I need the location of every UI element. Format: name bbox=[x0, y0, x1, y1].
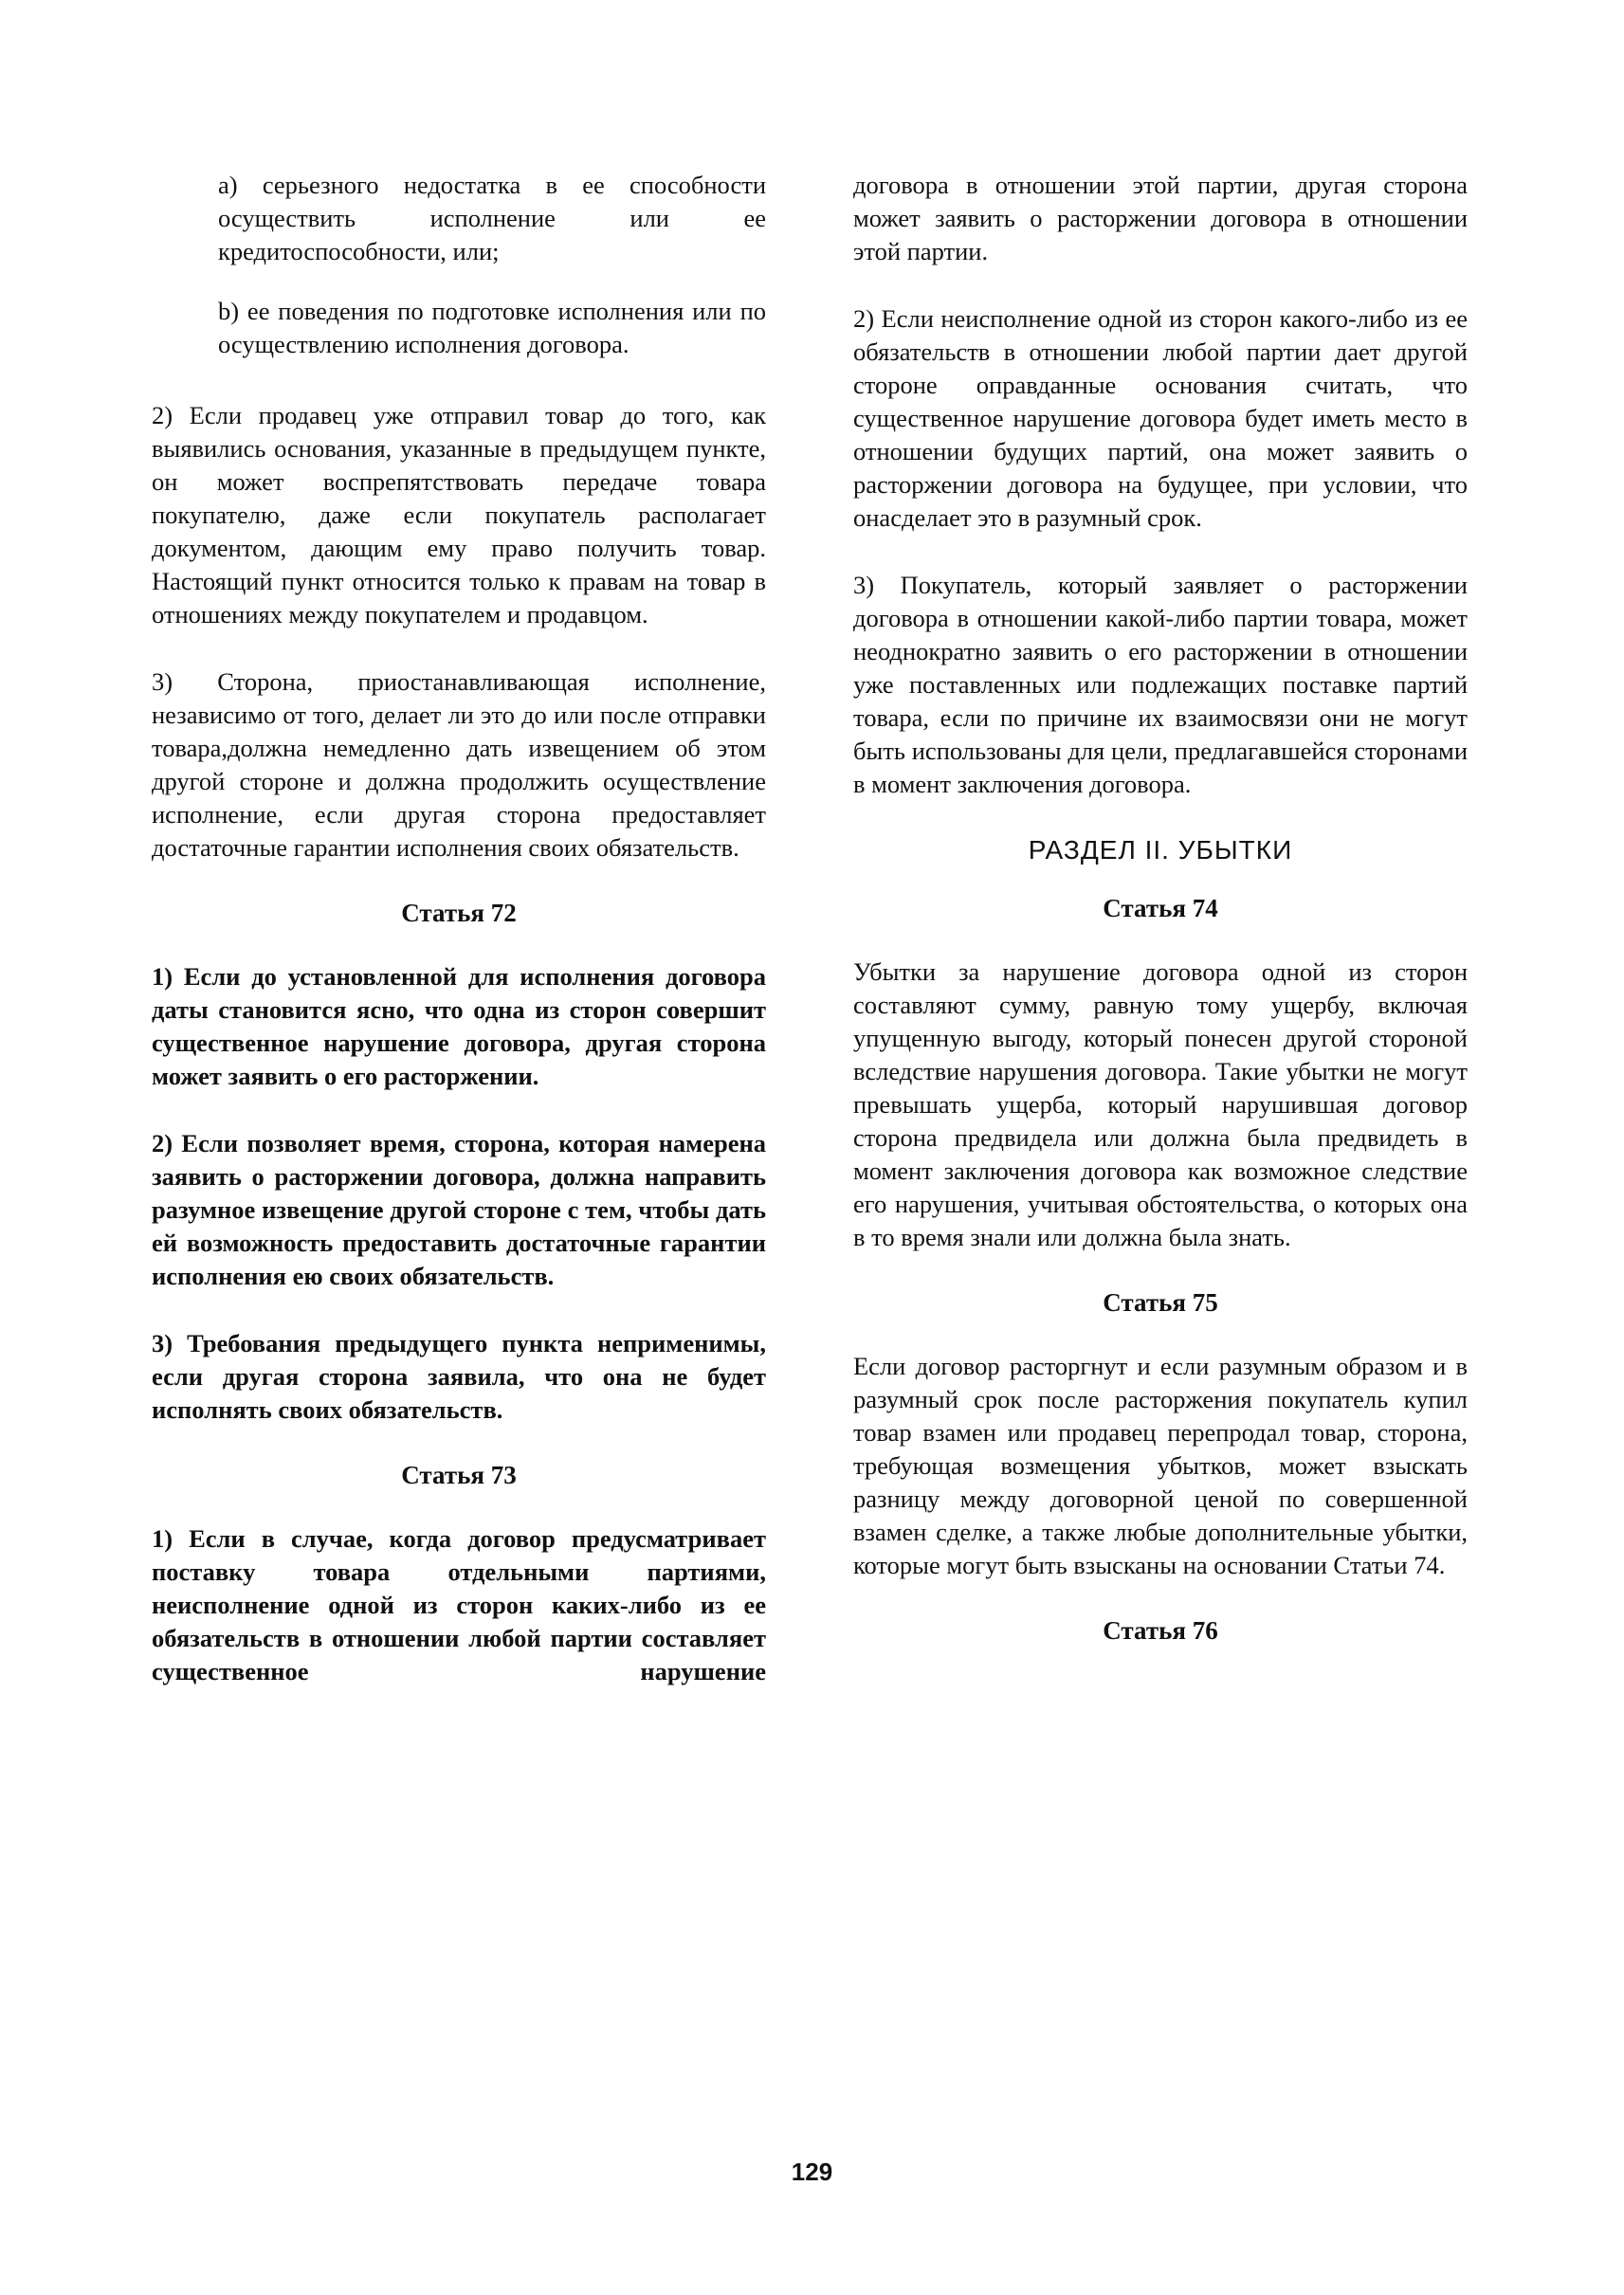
article-74-heading: Статья 74 bbox=[1103, 894, 1218, 922]
page-number: 129 bbox=[791, 2158, 833, 2186]
right-column bbox=[853, 169, 1468, 1678]
article-72-paragraph-3: 3) Требования предыдущего пункта неприменимы, если другая сторона заявила, что она не будет исполнять своих обязательств. bbox=[152, 1329, 766, 1424]
paragraph-continuation-right: договора в отношении этой партии, другая сторона может заявить о расторжении договора в отношении этой партии. bbox=[853, 171, 1468, 265]
paragraph-3-left: 3) Сторона, приостанавливающая исполнение, независимо от того, делает ли это до или после отправки товара,должна немедленно дать извещением об этом другой стороне и должна продолжить осуществление исполнение, если другая сторона предоставляет достаточные гарантии исполнения своих обязательств. bbox=[152, 667, 766, 862]
article-72-paragraph-2: 2) Если позволяет время, сторона, которая намерена заявить о расторжении договора, должна направить разумное извещение другой стороне с тем, чтобы дать ей возможность предоставить достаточные гарантии исполнения ею своих обязательств. bbox=[152, 1129, 766, 1290]
article-72-heading: Статья 72 bbox=[401, 899, 517, 927]
left-column bbox=[152, 169, 766, 1722]
article-72-paragraph-1: 1) Если до установленной для исполнения договора даты становится ясно, что одна из сторон совершит существенное нарушение договора, другая сторона может заявить о его расторжении. bbox=[152, 962, 766, 1090]
section-heading: РАЗДЕЛ II. УБЫТКИ bbox=[1028, 835, 1293, 865]
paragraph-2-right: 2) Если неисполнение одной из сторон какого-либо из ее обязательств в отношении любой партии дает другой стороне оправданные основания считать, что существенное нарушение договора будет иметь место в отношении будущих партий, она может заявить о расторжении договора на будущее, при условии, что онасделает это в разумный срок. bbox=[853, 304, 1468, 532]
paragraph-item-a: a) серьезного недостатка в ее способности осуществить исполнение или ее кредитоспособности, или; bbox=[218, 171, 766, 265]
paragraph-item-b: b) ее поведения по подготовке исполнения или по осуществлению исполнения договора. bbox=[218, 297, 766, 358]
article-75-paragraph-1: Если договор расторгнут и если разумным образом и в разумный срок после расторжения покупатель купил товар взамен или продавец перепродал товар, сторона, требующая возмещения убытков, может взыскать разницу между договорной ценой по совершенной взамен сделке, а также любые дополнительные убытки, которые могут быть взысканы на основании Статьи 74. bbox=[853, 1352, 1468, 1579]
article-74-paragraph-1: Убытки за нарушение договора одной из сторон составляют сумму, равную тому ущербу, включая упущенную выгоду, который понесен другой стороной вследствие нарушения договора. Такие убытки не могут превышать ущерба, который нарушившая договор сторона предвидела или должна была предвидеть в момент заключения договора как возможное следствие его нарушения, учитывая обстоятельства, о которых она в то время знали или должна была знать. bbox=[853, 957, 1468, 1251]
paragraph-3-right: 3) Покупатель, который заявляет о расторжении договора в отношении какой-либо партии товара, может неоднократно заявить о его расторжении в отношении уже поставленных или подлежащих поставке партий товара, если по причине их взаимосвязи они не могут быть использованы для цели, предлагавшейся сторонами в момент заключения договора. bbox=[853, 571, 1468, 798]
article-75-heading: Статья 75 bbox=[1103, 1288, 1218, 1317]
article-76-heading: Статья 76 bbox=[1103, 1616, 1218, 1645]
article-73-paragraph-1: 1) Если в случае, когда договор предусматривает поставку товара отдельными партиями, неисполнение одной из сторон каких-либо из ее обязательств в отношении любой партии составляет существенное нарушение bbox=[152, 1524, 766, 1685]
article-73-heading: Статья 73 bbox=[401, 1461, 517, 1489]
paragraph-2-left: 2) Если продавец уже отправил товар до того, как выявились основания, указанные в предыдущем пункте, он может воспрепятствовать передаче товара покупателю, даже если покупатель располагает документом, дающим ему право получить товар. Настоящий пункт относится только к правам на товар в отношениях между покупателем и продавцом. bbox=[152, 401, 766, 628]
